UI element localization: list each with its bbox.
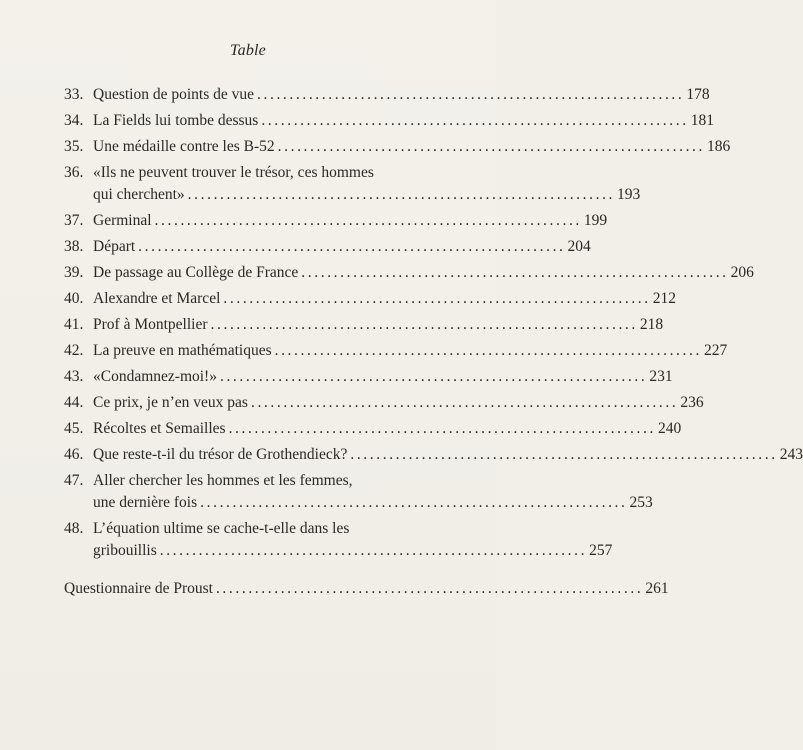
leader-dots: .................................................................. xyxy=(301,264,729,281)
toc-entry-37 xyxy=(64,212,608,230)
leader-dots: .................................................................. xyxy=(215,580,644,597)
entry-page: 212 xyxy=(652,290,676,307)
entry-page: 243 xyxy=(779,446,803,463)
entry-title: Alexandre et Marcel xyxy=(93,290,221,307)
entry-number: 44. xyxy=(64,394,84,411)
entry-page: 206 xyxy=(730,264,754,281)
leader-dots: .................................................................. xyxy=(250,394,679,411)
toc-entry-questionnaire xyxy=(64,580,669,598)
entry-title-line1: L’équation ultime se cache-t-elle dans les xyxy=(93,520,350,537)
entry-title: gribouillis xyxy=(93,542,157,559)
toc-entry-48-line1 xyxy=(64,520,428,538)
toc-entry-48 xyxy=(93,542,613,560)
entry-title: De passage au Collège de France xyxy=(93,264,299,281)
entry-title: Que reste-t-il du trésor de Grothendieck? xyxy=(93,446,348,463)
toc-entry-41 xyxy=(64,316,664,334)
entry-number: 35. xyxy=(64,138,84,155)
leader-dots: .................................................................. xyxy=(159,542,588,559)
toc-entry-36 xyxy=(93,186,641,204)
entry-page: 193 xyxy=(617,186,641,203)
entry-number: 42. xyxy=(64,342,84,359)
entry-page: 253 xyxy=(629,494,653,511)
toc-entry-40 xyxy=(64,290,676,308)
entry-number: 43. xyxy=(64,368,84,385)
entry-number: 41. xyxy=(64,316,84,333)
entry-title: une dernière fois xyxy=(93,494,198,511)
entry-number: 46. xyxy=(64,446,84,463)
entry-title: Départ xyxy=(93,238,136,255)
entry-number: 39. xyxy=(64,264,84,281)
toc-entry-36-line1 xyxy=(64,164,428,182)
entry-title: qui cherchent» xyxy=(93,186,185,203)
leader-dots: .................................................................. xyxy=(223,290,651,307)
entry-page: 261 xyxy=(645,580,669,597)
leader-dots: .................................................................. xyxy=(228,420,656,437)
entry-title: Question de points de vue xyxy=(93,86,255,103)
entry-title: La preuve en mathématiques xyxy=(93,342,272,359)
toc-entry-42 xyxy=(64,342,728,360)
toc-entry-35 xyxy=(64,138,731,156)
entry-page: 181 xyxy=(690,112,714,129)
leader-dots: .................................................................. xyxy=(274,342,702,359)
leader-dots: .................................................................. xyxy=(257,86,685,103)
entry-page: 199 xyxy=(583,212,608,229)
leader-dots: .................................................................. xyxy=(210,316,638,333)
toc-entry-45 xyxy=(64,420,682,438)
toc-entry-43 xyxy=(64,368,673,386)
entry-number: 47. xyxy=(64,472,84,489)
toc-entry-47 xyxy=(93,494,653,512)
entry-title: Questionnaire de Proust xyxy=(64,580,213,597)
entry-title-line1: Aller chercher les hommes et les femmes, xyxy=(93,472,353,489)
entry-page: 227 xyxy=(703,342,728,359)
entry-title: «Condamnez-moi!» xyxy=(93,368,217,385)
entry-page: 236 xyxy=(680,394,704,411)
leader-dots: .................................................................. xyxy=(200,494,628,511)
entry-page: 231 xyxy=(649,368,673,385)
entry-number: 45. xyxy=(64,420,84,437)
entry-number: 34. xyxy=(64,112,84,129)
entry-number: 36. xyxy=(64,164,84,181)
entry-number: 40. xyxy=(64,290,84,307)
entry-title-line1: «Ils ne peuvent trouver le trésor, ces hommes xyxy=(93,164,374,181)
entry-title: Récoltes et Semailles xyxy=(93,420,226,437)
entry-page: 204 xyxy=(567,238,591,255)
toc-entry-44 xyxy=(64,394,704,412)
entry-number: 33. xyxy=(64,86,84,103)
entry-page: 240 xyxy=(657,420,682,437)
entry-title: Prof à Montpellier xyxy=(93,316,208,333)
leader-dots: .................................................................. xyxy=(350,446,778,463)
entry-title: La Fields lui tombe dessus xyxy=(93,112,259,129)
entry-number: 38. xyxy=(64,238,84,255)
toc-entry-38 xyxy=(64,238,591,256)
entry-page: 186 xyxy=(707,138,731,155)
leader-dots: .................................................................. xyxy=(138,238,566,255)
entry-number: 48. xyxy=(64,520,84,537)
leader-dots: .................................................................. xyxy=(261,112,689,129)
toc-entry-39 xyxy=(64,264,754,282)
entry-page: 178 xyxy=(686,86,710,103)
entry-title: Ce prix, je n’en veux pas xyxy=(93,394,248,411)
leader-dots: .................................................................. xyxy=(219,368,648,385)
entry-page: 257 xyxy=(589,542,613,559)
leader-dots: .................................................................. xyxy=(187,186,616,203)
leader-dots: .................................................................. xyxy=(277,138,705,155)
entry-number: 37. xyxy=(64,212,84,229)
toc-entry-34 xyxy=(64,112,714,130)
entry-title: Une médaille contre les B-52 xyxy=(93,138,275,155)
toc-entry-46 xyxy=(64,446,803,464)
toc-entry-47-line1 xyxy=(64,472,428,490)
entry-title: Germinal xyxy=(93,212,152,229)
leader-dots: .................................................................. xyxy=(154,212,582,229)
toc-entry-33 xyxy=(64,86,710,104)
running-head: Table xyxy=(230,42,266,59)
entry-page: 218 xyxy=(639,316,664,333)
